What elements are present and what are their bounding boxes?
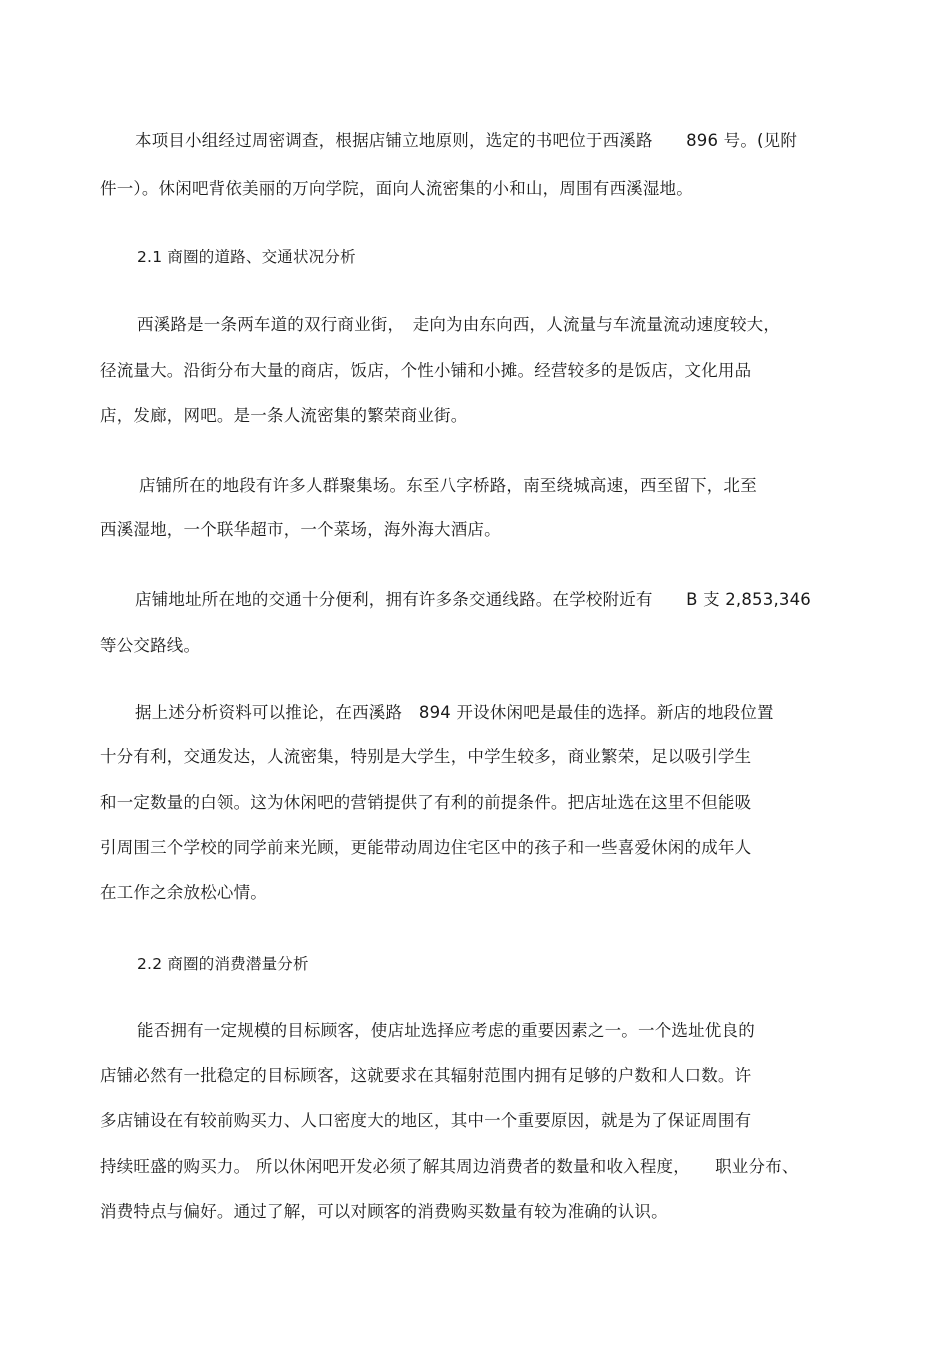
section-2-2-heading: 2.2 商圈的消费潜量分析 [137, 955, 309, 973]
s21-p4-line-3: 和一定数量的白领。这为休闲吧的营销提供了有利的前提条件。把店址选在这里不但能吸 [100, 793, 752, 812]
s21-p2-line-2: 西溪湿地，一个联华超市，一个菜场，海外海大酒店。 [100, 520, 501, 539]
s22-p1-line-1: 能否拥有一定规模的目标顾客，使店址选择应考虑的重要因素之一。一个选址优良的 [137, 1021, 755, 1040]
s22-p1-line-4: 持续旺盛的购买力。 所以休闲吧开发必须了解其周边消费者的数量和收入程度， 职业分布、 [100, 1157, 799, 1176]
s21-p2-line-1: 店铺所在的地段有许多人群聚集场。东至八字桥路，南至绕城高速，西至留下，北至 [139, 476, 757, 495]
intro-line-2: 件一）。休闲吧背依美丽的万向学院，面向人流密集的小和山，周围有西溪湿地。 [100, 179, 693, 198]
intro-line-1: 本项目小组经过周密调查，根据店铺立地原则，选定的书吧位于西溪路 896 号。(见附 [135, 131, 798, 150]
s22-p1-line-3: 多店铺设在有较前购买力、人口密度大的地区，其中一个重要原因，就是为了保证周围有 [100, 1111, 752, 1130]
s22-p1-line-2: 店铺必然有一批稳定的目标顾客，这就要求在其辐射范围内拥有足够的户数和人口数。许 [100, 1066, 752, 1085]
section-2-1-heading: 2.1 商圈的道路、交通状况分析 [137, 248, 356, 266]
s21-p4-line-5: 在工作之余放松心情。 [100, 883, 267, 902]
s21-p4-line-2: 十分有利，交通发达，人流密集，特别是大学生，中学生较多，商业繁荣，足以吸引学生 [100, 747, 752, 766]
s21-p1-line-1: 西溪路是一条两车道的双行商业街， 走向为由东向西，人流量与车流量流动速度较大， [137, 315, 781, 334]
s21-p3-line-1: 店铺地址所在地的交通十分便利，拥有许多条交通线路。在学校附近有 B 支 2,853,346 [135, 590, 811, 609]
s21-p1-line-2: 径流量大。沿街分布大量的商店，饭店，个性小铺和小摊。经营较多的是饭店，文化用品 [100, 361, 752, 380]
s22-p1-line-5: 消费特点与偏好。通过了解，可以对顾客的消费购买数量有较为准确的认识。 [100, 1202, 668, 1221]
s21-p3-line-2: 等公交路线。 [100, 636, 201, 655]
s21-p1-line-3: 店，发廊，网吧。是一条人流密集的繁荣商业街。 [100, 406, 468, 425]
s21-p4-line-4: 引周围三个学校的同学前来光顾，更能带动周边住宅区中的孩子和一些喜爱休闲的成年人 [100, 838, 752, 857]
s21-p4-line-1: 据上述分析资料可以推论，在西溪路 894 开设休闲吧是最佳的选择。新店的地段位置 [135, 703, 774, 722]
